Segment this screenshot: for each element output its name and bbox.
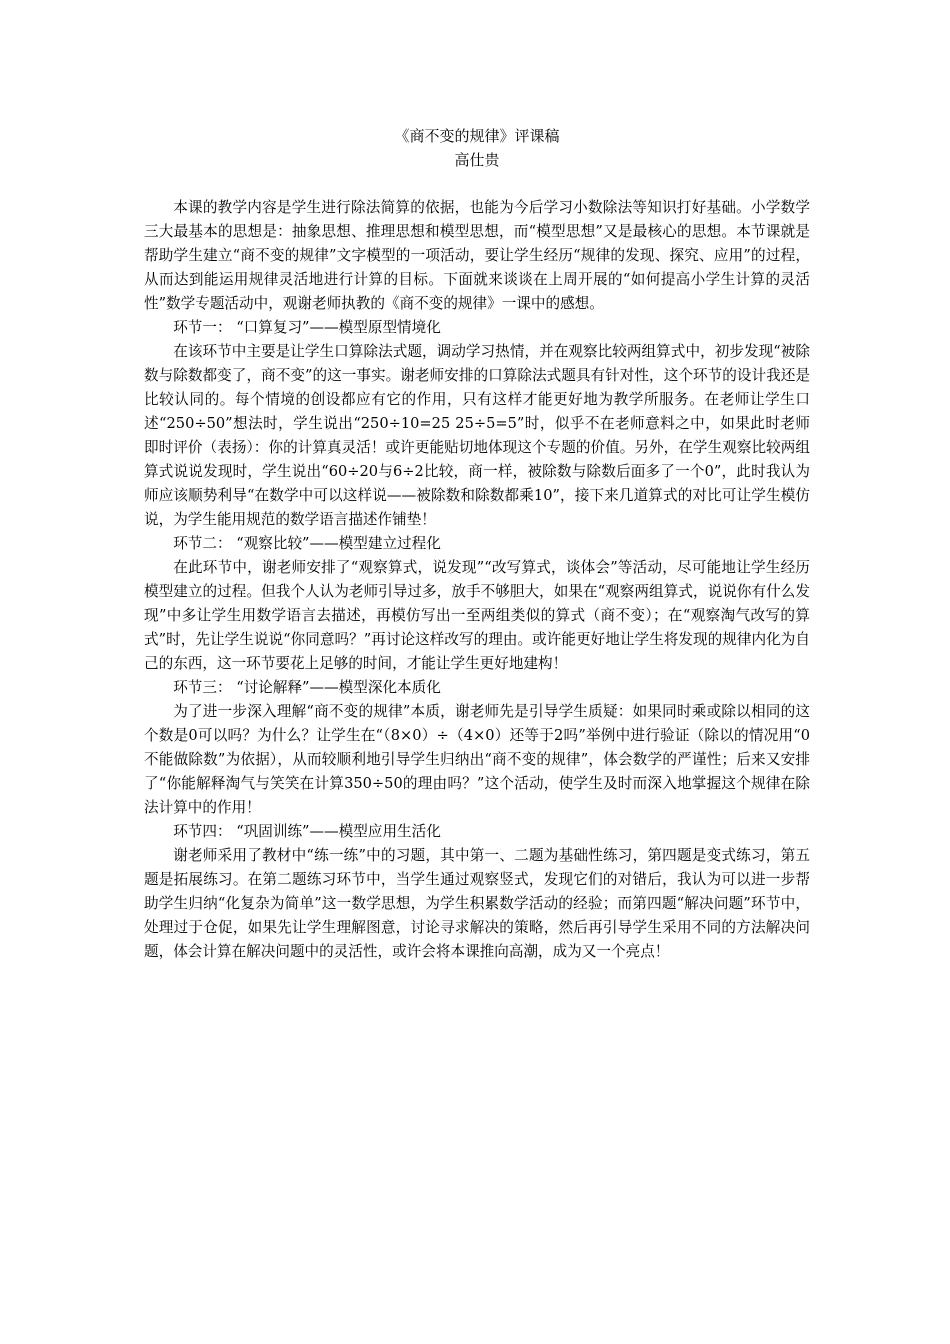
section-heading: 环节四： “巩固训练”——模型应用生活化 [173, 823, 441, 840]
document-page [144, 124, 810, 964]
section-paragraph: 谢老师采用了教材中“练一练”中的习题，其中第一、二题为基础性练习，第四题是变式练习，第五题是拓展练习。在第二题练习环节中，当学生通过观察竖式，发现它们的对错后，我认为可以进一步帮助学生归纳“化复杂为简单”这一数学思想，为学生积累数学活动的经验；而第四题“解决问题”环节中，处理过于仓促，如果先让学生理解图意，讨论寻求解决的策略，然后再引导学生采用不同的方法解决问题，体会计算在解决问题中的灵活性，或许会将本课推向高潮，成为又一个亮点！ [144, 847, 810, 960]
section-paragraph: 在该环节中主要是让学生口算除法式题，调动学习热情，并在观察比较两组算式中，初步发现“被除数与除数都变了，商不变”的这一事实。谢老师安排的口算除法式题具有针对性，这个环节的设计我还是比较认同的。每个情境的创设都应有它的作用，只有这样才能更好地为教学所服务。在老师让学生口述“250÷50”想法时，学生说出“250÷10=25 25÷5=5”时，似乎不在老师意料之中，如果此时老师即时评价（表扬）：你的计算真灵活！或许更能贴切地体现这个专题的价值。另外，在学生观察比较两组算式说说发现时，学生说出“60÷20与6÷2比较，商一样，被除数与除数后面多了一个0”，此时我认为师应该顺势利导“在数学中可以这样说——被除数和除数都乘10”，接下来几道算式的对比可让学生模仿说，为学生能用规范的数学语言描述作铺垫！ [144, 343, 810, 528]
section-heading: 环节二： “观察比较”——模型建立过程化 [173, 535, 441, 552]
document-title: 《商不变的规律》评课稿 [394, 127, 560, 145]
intro-paragraph: 本课的教学内容是学生进行除法简算的依据，也能为今后学习小数除法等知识打好基础。小学数学三大最基本的思想是：抽象思想、推理思想和模型思想，而“模型思想”又是最核心的思想。本节课就是帮助学生建立“商不变的规律”文字模型的一项活动，要让学生经历“规律的发现、探究、应用”的过程，从而达到能运用规律灵活地进行计算的目标。下面就来谈谈在上周开展的“如何提高小学生计算的灵活性”数学专题活动中，观谢老师执教的《商不变的规律》一课中的感想。 [144, 199, 810, 312]
section-heading: 环节一： “口算复习”——模型原型情境化 [173, 319, 441, 336]
section-paragraph: 在此环节中，谢老师安排了“观察算式，说发现”“改写算式，谈体会”等活动，尽可能地让学生经历模型建立的过程。但我个人认为老师引导过多，放手不够胆大，如果在“观察两组算式，说说你有什么发现”中多让学生用数学语言去描述，再模仿写出一至两组类似的算式（商不变）；在“观察淘气改写的算式”时，先让学生说说“你同意吗？”再讨论这样改写的理由。或许能更好地让学生将发现的规律内化为自己的东西，这一环节要花上足够的时间，才能让学生更好地建构！ [144, 559, 810, 672]
section-paragraph: 为了进一步深入理解“商不变的规律”本质，谢老师先是引导学生质疑：如果同时乘或除以相同的这个数是0可以吗？为什么？让学生在“（8×0）÷（4×0）还等于2吗”举例中进行验证（除以的情况用“0不能做除数”为依据），从而较顺利地引导学生归纳出“商不变的规律”，体会数学的严谨性；后来又安排了“你能解释淘气与笑笑在计算350÷50的理由吗？”这个活动，使学生及时而深入地掌握这个规律在除法计算中的作用！ [144, 703, 810, 816]
section-heading: 环节三： “讨论解释”——模型深化本质化 [173, 679, 441, 696]
document-author: 高仕贵 [454, 151, 500, 169]
